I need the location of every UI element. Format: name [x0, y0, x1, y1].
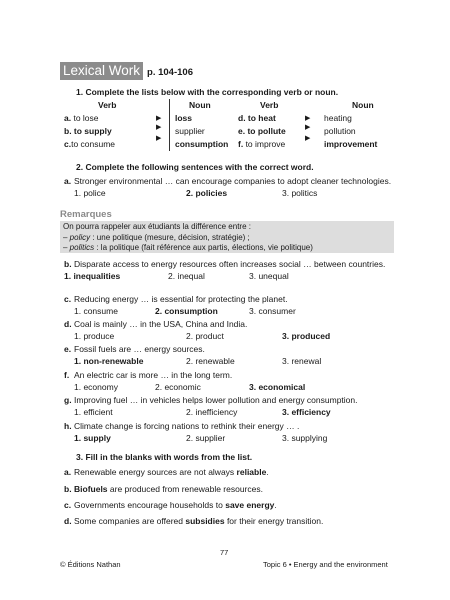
item-answer: save energy [225, 500, 275, 510]
noun-cell: improvement [324, 139, 378, 149]
exercise-3-instruction: 3. Fill in the blanks with words from the list. [76, 452, 253, 462]
question-g [64, 395, 394, 418]
exercise-2-instruction: 2. Complete the following sentences with the correct word. [76, 162, 314, 172]
footer-publisher: © Éditions Nathan [60, 560, 121, 569]
fill-item-d [64, 516, 323, 526]
arrow-icon: ▶ [156, 135, 162, 142]
options-row [64, 433, 394, 444]
remarques-box [60, 221, 394, 253]
option: 2. economic [155, 381, 201, 392]
definition: : la politique (fait référence aux partis, élections, vie politique) [94, 243, 313, 252]
option: 2. renewable [186, 355, 235, 366]
question-letter: d. [64, 319, 72, 329]
item-text: . [266, 467, 269, 477]
option-correct: 1. non-renewable [74, 355, 144, 366]
question-stem: Fossil fuels are … energy sources. [74, 344, 205, 354]
option: 3. consumer [249, 305, 296, 316]
arrow-icon: ▶ [305, 135, 311, 142]
noun-cell: consumption [175, 139, 229, 149]
row-letter: e. [238, 126, 246, 136]
item-letter: d. [64, 516, 72, 526]
fill-item-b [64, 484, 263, 494]
item-letter: c. [64, 500, 72, 510]
option: 3. supplying [282, 432, 328, 443]
fill-item-c [64, 500, 277, 510]
header-noun-2: Noun [352, 100, 374, 110]
verb-noun-table [64, 100, 394, 152]
question-e [64, 344, 394, 367]
noun-cell: supplier [175, 126, 205, 136]
question-letter: a. [64, 176, 72, 186]
dash: – [63, 232, 70, 242]
question-c [64, 294, 394, 317]
verb-cell: to supply [71, 126, 112, 136]
arrow-icon: ▶ [305, 115, 311, 122]
options-row [64, 331, 394, 342]
exercise-1-instruction: 1. Complete the lists below with the corresponding verb or noun. [76, 87, 339, 97]
question-stem: Stronger environmental … can encourage companies to adopt cleaner technologies. [74, 176, 392, 186]
table-row [64, 113, 394, 126]
option: 2. inefficiency [186, 406, 238, 417]
arrow-icon: ▶ [305, 124, 311, 131]
options-row [64, 306, 394, 317]
question-letter: h. [64, 421, 72, 431]
question-a [64, 176, 394, 199]
remarques-line [63, 243, 391, 254]
question-b [64, 259, 394, 282]
noun-cell: heating [324, 113, 352, 123]
option-correct: 2. policies [186, 187, 228, 198]
noun-cell: loss [175, 113, 193, 123]
option: 1. efficient [74, 406, 113, 417]
definition: : une politique (mesure, décision, stratégie) ; [90, 232, 250, 242]
option-correct: 3. efficiency [282, 406, 331, 417]
question-stem: Disparate access to energy resources often increases social … between countries. [74, 259, 386, 269]
page-number: 77 [220, 548, 229, 557]
item-text: Governments encourage households to [74, 500, 226, 510]
table-row [64, 126, 394, 139]
option: 1. produce [74, 330, 115, 341]
question-letter: f. [64, 370, 70, 380]
option: 2. product [186, 330, 224, 341]
verb-cell: to consume [71, 139, 116, 149]
arrow-icon: ▶ [156, 115, 162, 122]
question-stem: Improving fuel … in vehicles helps lower pollution and energy consumption. [74, 395, 358, 405]
remarques-title: Remarques [60, 209, 112, 220]
option: 3. politics [282, 187, 318, 198]
question-letter: e. [64, 344, 72, 354]
question-stem: Climate change is forcing nations to rethink their energy … . [74, 421, 300, 431]
options-row [64, 407, 394, 418]
remarques-line: On pourra rappeler aux étudiants la différence entre : [63, 222, 251, 231]
item-letter: b. [64, 484, 72, 494]
question-d [64, 319, 394, 342]
row-letter: f. [238, 139, 244, 149]
option: 3. unequal [249, 270, 289, 281]
options-row [64, 382, 394, 393]
dash: – [63, 243, 70, 252]
option: 1. economy [74, 381, 118, 392]
verb-cell: to pollute [245, 126, 286, 136]
option: 2. supplier [186, 432, 226, 443]
remarques-line [63, 233, 391, 244]
section-heading [60, 62, 193, 80]
verb-cell: to lose [71, 113, 99, 123]
row-letter: a. [64, 113, 72, 123]
row-letter: c. [64, 139, 72, 149]
item-letter: a. [64, 467, 72, 477]
item-answer: Biofuels [74, 484, 108, 494]
options-row [64, 271, 394, 282]
verb-cell: to heat [245, 113, 276, 123]
options-row [64, 188, 394, 199]
option: 1. consume [74, 305, 118, 316]
question-stem: Coal is mainly … in the USA, China and India. [74, 319, 248, 329]
option: 1. police [74, 187, 106, 198]
option-correct: 1. supply [74, 432, 111, 443]
question-letter: g. [64, 395, 72, 405]
section-title: Lexical Work [60, 62, 143, 80]
verb-cell: to improve [243, 139, 286, 149]
question-letter: c. [64, 294, 72, 304]
item-text: Some companies are offered [74, 516, 186, 526]
fill-item-a [64, 467, 269, 477]
row-letter: b. [64, 126, 72, 136]
header-noun-1: Noun [189, 100, 211, 110]
noun-cell: pollution [324, 126, 356, 136]
question-h [64, 421, 394, 444]
option: 3. renewal [282, 355, 322, 366]
term: policy [69, 232, 91, 242]
question-f [64, 370, 394, 393]
item-text: . [274, 500, 277, 510]
arrow-icon: ▶ [156, 124, 162, 131]
question-stem: Reducing energy … is essential for protecting the planet. [74, 294, 288, 304]
header-verb-2: Verb [260, 100, 279, 110]
term: politics [69, 243, 95, 252]
item-answer: reliable [236, 467, 267, 477]
options-row [64, 356, 394, 367]
option-correct: 1. inequalities [64, 270, 121, 281]
item-text: Renewable energy sources are not always [74, 467, 237, 477]
option-correct: 3. produced [282, 330, 331, 341]
option-correct: 2. consumption [155, 305, 218, 316]
footer-topic: Topic 6 • Energy and the environment [263, 560, 388, 569]
section-pages: p. 104-106 [147, 67, 193, 78]
option-correct: 3. economical [249, 381, 306, 392]
item-text: for their energy transition. [224, 516, 324, 526]
question-letter: b. [64, 259, 72, 269]
option: 2. inequal [168, 270, 205, 281]
header-verb-1: Verb [98, 100, 117, 110]
row-letter: d. [238, 113, 246, 123]
item-text: are produced from renewable resources. [107, 484, 263, 494]
question-stem: An electric car is more … in the long term. [74, 370, 233, 380]
table-row [64, 135, 394, 152]
table-header-row [64, 100, 394, 113]
item-answer: subsidies [185, 516, 225, 526]
